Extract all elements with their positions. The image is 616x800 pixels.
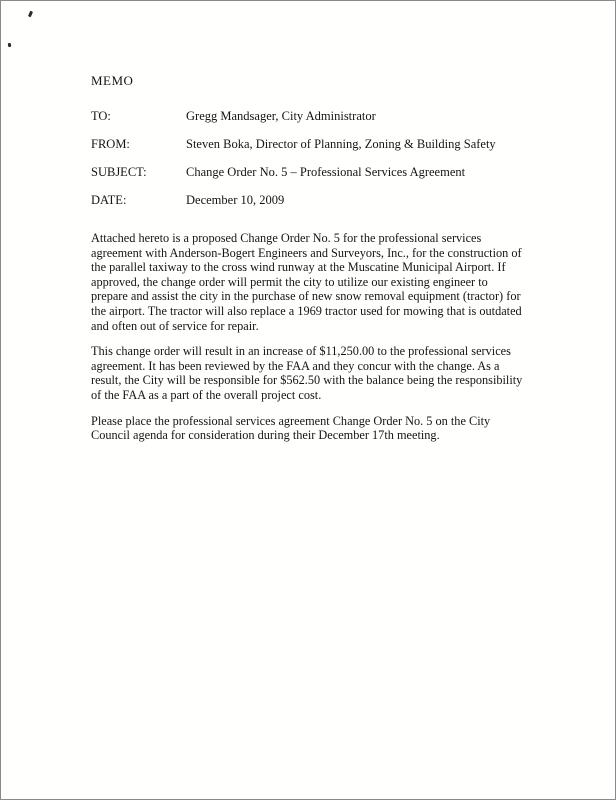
memo-field-row-subject xyxy=(91,165,527,193)
field-label-from: FROM: xyxy=(91,137,130,151)
scan-artifact-mark xyxy=(8,43,12,47)
field-value-subject: Change Order No. 5 – Professional Services Agreement xyxy=(186,165,466,179)
body-paragraph-2: This change order will result in an increase of $11,250.00 to the professional services agreement. It has been reviewed by the FAA and they concur with the change. As a result, the City will be responsible for $562.50 with the balance being the responsibility of the FAA as a part of the overall project cost. xyxy=(91,344,523,402)
memo-content xyxy=(91,73,527,454)
field-label-subject: SUBJECT: xyxy=(91,165,147,179)
body-paragraph-3: Please place the professional services agreement Change Order No. 5 on the City Council agenda for consideration during their December 17th meeting. xyxy=(91,413,491,443)
field-label-date: DATE: xyxy=(91,193,127,207)
field-label-to: TO: xyxy=(91,109,111,123)
memo-field-row-from xyxy=(91,137,527,165)
memo-field-row-to xyxy=(91,109,527,137)
field-value-to: Gregg Mandsager, City Administrator xyxy=(186,109,376,123)
memo-title: MEMO xyxy=(91,73,134,88)
memo-body xyxy=(91,231,527,443)
field-value-from: Steven Boka, Director of Planning, Zoning & Building Safety xyxy=(186,137,496,151)
body-paragraph-1: Attached hereto is a proposed Change Order No. 5 for the professional services agreement with Anderson-Bogert Engineers and Surveyors, Inc., for the construction of the parallel taxiway to the cross wind runway at the Muscatine Municipal Airport. If approved, the change order will permit the city to utilize our existing engineer to prepare and assist the city in the purchase of new snow removal equipment (tractor) for the airport. The tractor will also replace a 1969 tractor used for mowing that is outdated and often out of service for repair. xyxy=(91,231,522,333)
scan-artifact-mark xyxy=(28,11,33,18)
field-value-date: December 10, 2009 xyxy=(186,193,285,207)
memo-field-row-date xyxy=(91,193,527,221)
